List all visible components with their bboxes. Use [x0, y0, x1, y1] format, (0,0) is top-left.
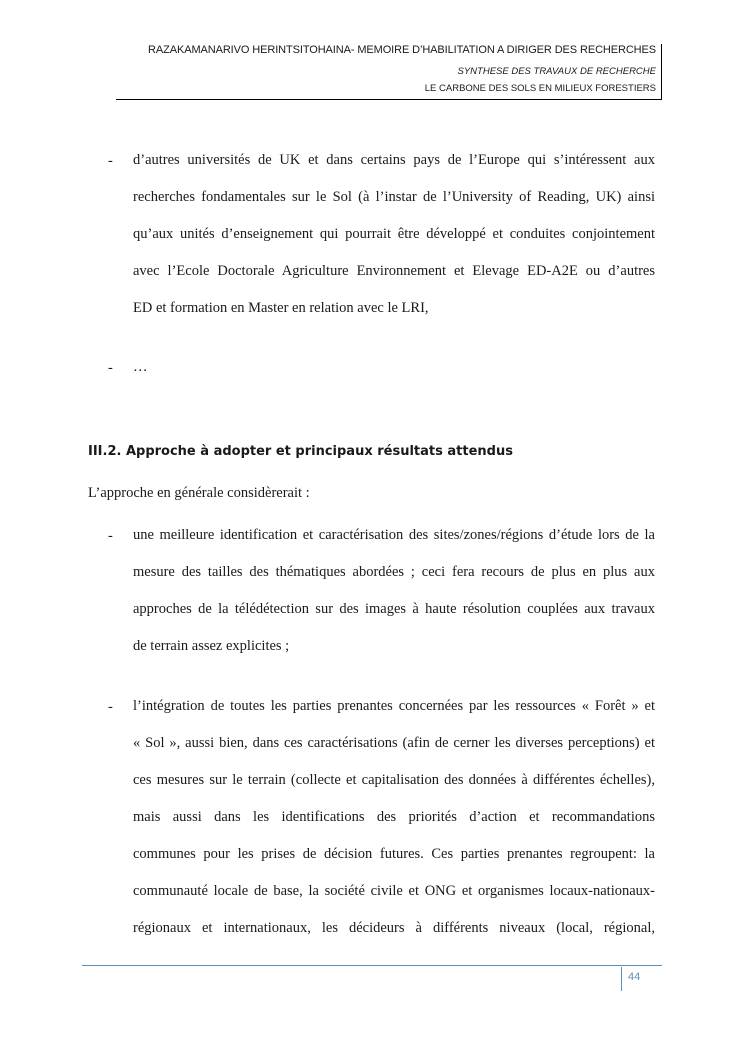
bullet-dash: -	[108, 699, 113, 715]
footer-page-bar	[621, 967, 622, 991]
bullet-dash: -	[108, 528, 113, 544]
bullet-dash: -	[108, 360, 113, 376]
header-author-title: RAZAKAMANARIVO HERINTSITOHAINA- MEMOIRE D’HABILITATION A DIRIGER DES RECHERCHES	[148, 44, 656, 56]
list-item-text	[133, 349, 655, 386]
text-line: de terrain assez explicites ;	[133, 638, 290, 654]
text-line: recherches fondamentales sur le Sol (à l’instar de l’University of Reading, UK) ainsi	[133, 189, 655, 205]
header-vertical-rule	[661, 44, 662, 100]
section-heading: III.2. Approche à adopter et principaux résultats attendus	[88, 444, 513, 459]
page-number: 44	[628, 971, 641, 983]
list-item	[108, 359, 655, 386]
list-item-text	[133, 517, 655, 665]
text-line: d’autres universités de UK et dans certains pays de l’Europe qui s’intéressent aux	[133, 152, 655, 168]
footer-divider	[82, 965, 662, 966]
intro-paragraph: L’approche en générale considèrerait :	[88, 485, 310, 501]
text-line: l’intégration de toutes les parties prenantes concernées par les ressources « Forêt » et	[133, 698, 655, 714]
text-line: communauté locale de base, la société civile et ONG et organismes locaux-nationaux-	[133, 883, 655, 899]
list-item	[108, 698, 655, 947]
text-line: une meilleure identification et caractérisation des sites/zones/régions d’étude lors de la	[133, 527, 655, 543]
list-item	[108, 527, 655, 665]
text-line: communes pour les prises de décision futures. Ces parties prenantes regroupent: la	[133, 846, 655, 862]
header-chapter-title: LE CARBONE DES SOLS EN MILIEUX FORESTIERS	[424, 83, 656, 94]
header-divider	[116, 99, 662, 100]
list-item-text	[133, 142, 655, 327]
text-line: régionaux et internationaux, les décideurs à différents niveaux (local, régional,	[133, 920, 655, 936]
list-item-text	[133, 688, 655, 947]
text-line: avec l’Ecole Doctorale Agriculture Environnement et Elevage ED-A2E ou d’autres	[133, 263, 655, 279]
text-line: « Sol », aussi bien, dans ces caractérisations (afin de cerner les diverses perceptions) et	[133, 735, 655, 751]
text-line: approches de la télédétection sur des images à haute résolution couplées aux travaux	[133, 601, 655, 617]
text-line: ces mesures sur le terrain (collecte et capitalisation des données à différentes échelles),	[133, 772, 655, 788]
text-line: mesure des tailles des thématiques abordées ; ceci fera recours de plus en plus aux	[133, 564, 655, 580]
text-line: …	[133, 359, 148, 375]
header-section-title: SYNTHESE DES TRAVAUX DE RECHERCHE	[457, 66, 656, 77]
text-line: mais aussi dans les identifications des priorités d’action et recommandations	[133, 809, 655, 825]
list-item	[108, 152, 655, 327]
text-line: ED et formation en Master en relation avec le LRI,	[133, 300, 429, 316]
text-line: qu’aux unités d’enseignement qui pourrait être développé et conduites conjointement	[133, 226, 655, 242]
bullet-dash: -	[108, 153, 113, 169]
